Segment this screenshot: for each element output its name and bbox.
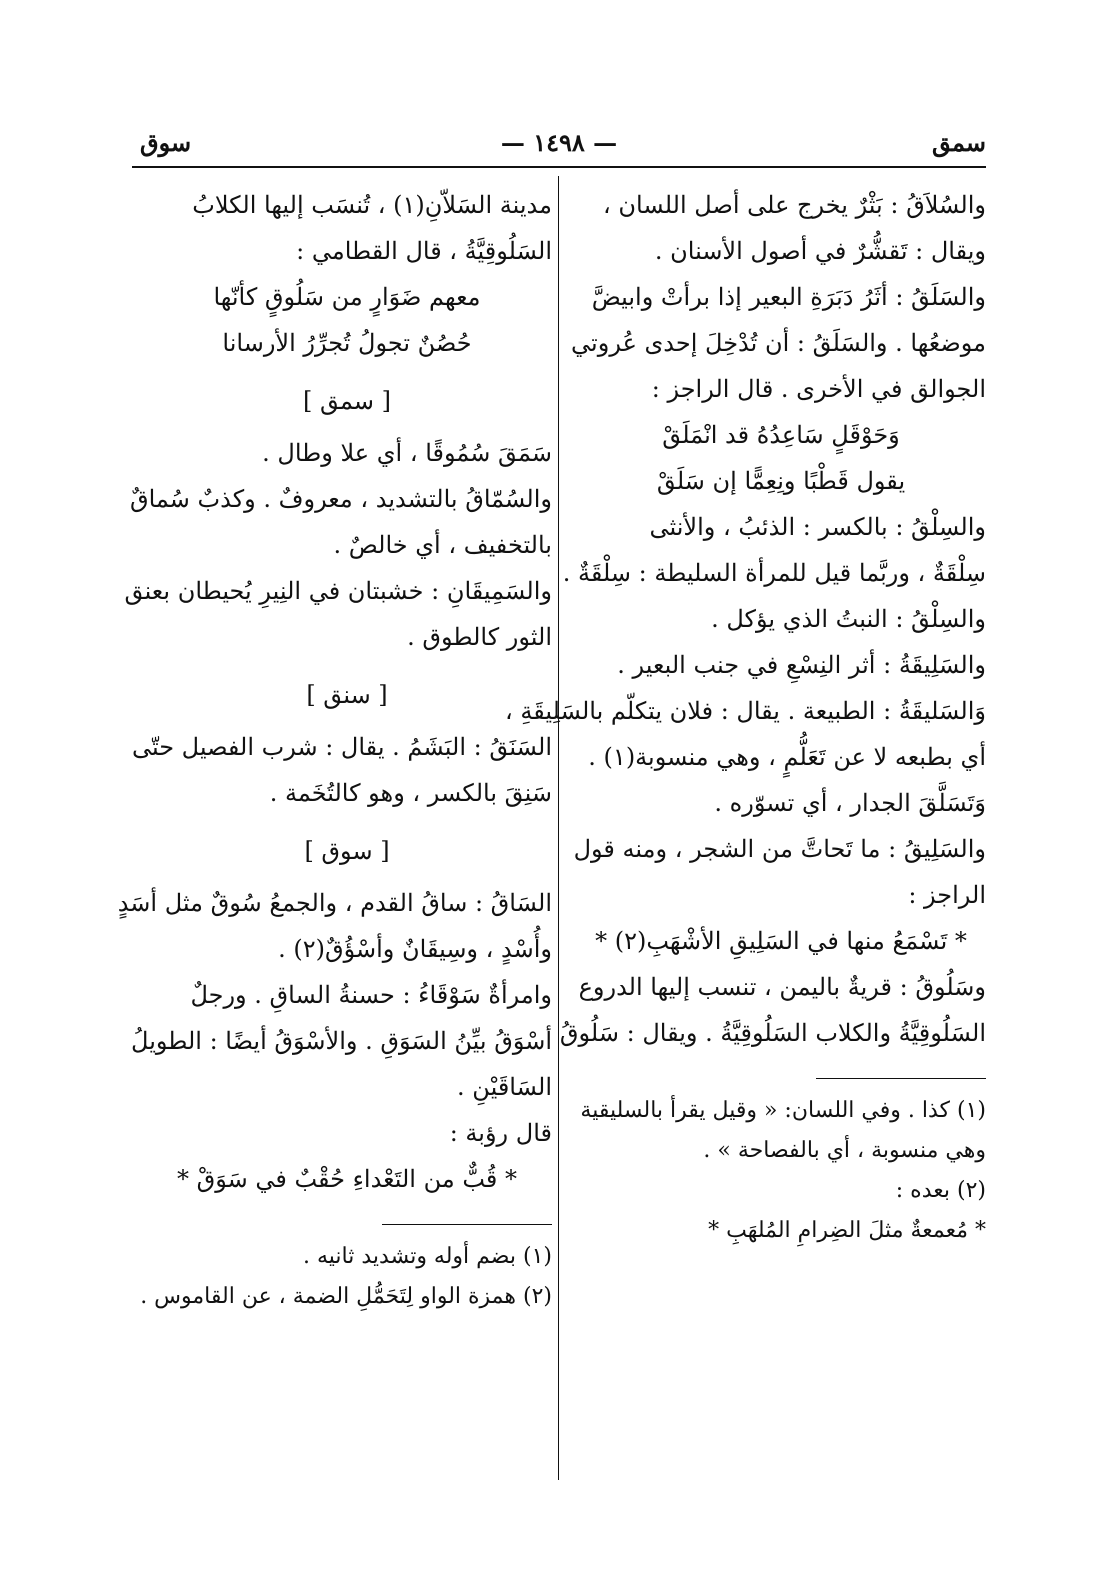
verse-line: معهم ضَوَارٍ من سَلُوقٍ كأنّها (213, 283, 481, 311)
text-line: وَتَسَلَّقَ الجدار ، أي تسوّره . (714, 789, 986, 817)
verse-line: * قُبٌّ من التَعْداءِ حُقْبٌ في سَوَقْ * (176, 1165, 518, 1193)
footnote-rule (816, 1078, 986, 1079)
text-line: السَلُوقِيَّةُ ، قال القطامي : (296, 237, 552, 265)
text-line: السَاقُ : ساقُ القدم ، والجمعُ سُوقٌ مثل أسَدٍ (117, 889, 552, 917)
entry-heading: [ سنق ] (306, 681, 388, 709)
text-line: مدينة السَلاّنِ(١) ، تُنسَب إليها الكلابُ (192, 191, 552, 219)
header-left-entry: سوق (140, 128, 192, 157)
column-divider (558, 176, 559, 1480)
text-line: ويقال : تَقشُّرٌ في أصول الأسنان . (654, 237, 986, 265)
right-column (505, 182, 986, 1251)
text-line: السَاقَيْنِ . (457, 1073, 552, 1101)
page-number: — ١٤٩٨ — (500, 128, 618, 157)
text-line: الراجز : (908, 881, 986, 909)
text-line: وسَلُوقُ : قريةٌ باليمن ، تنسب إليها الدروع (578, 973, 986, 1001)
text-line: سِلْقَةٌ ، وربَّما قيل للمرأة السليطة : سِلْقَةٌ . (562, 559, 986, 587)
verse-line: يقول قَطْبًا ونِعِمًّا إن سَلَقْ (656, 467, 906, 495)
text-line: الثور كالطوق . (407, 623, 552, 651)
text-line: والسُمّاقُ بالتشديد ، معروفٌ . وكذبٌ سُماقٌ (129, 485, 552, 513)
text-line: الجوالق في الأخرى . قال الراجز : (651, 375, 986, 403)
text-line: والسَلِيقُ : ما تَحاتَّ من الشجر ، ومنه قول (573, 835, 986, 863)
text-line: والسِلْقُ : بالكسر : الذئبُ ، والأنثى (649, 513, 986, 541)
text-line: أي بطبعه لا عن تَعَلُّمٍ ، وهي منسوبة(١) . (588, 743, 986, 771)
text-line: السَلُوقِيَّةُ والكلاب السَلُوقِيَّةُ . ويقال : سَلُوقُ (559, 1019, 986, 1047)
text-line: والسِلْقُ : النبتُ الذي يؤكل . (711, 605, 986, 633)
footnote-line: (٢) بعده : (895, 1178, 986, 1203)
text-line: بالتخفيف ، أي خالصٌ . (333, 531, 552, 559)
entry-heading: [ سوق ] (304, 837, 390, 865)
footnote-line: (٢) همزة الواو لِتَحَمُّلِ الضمة ، عن القاموس . (140, 1284, 552, 1309)
text-line: وامرأةٌ سَوْقَاءُ : حسنةُ الساقِ . ورجلٌ (190, 981, 552, 1009)
text-line: وأُسْدٍ ، وسِيقَانٌ وأسْؤُقٌ(٢) . (278, 935, 552, 963)
text-line: أسْوَقُ بيِّنُ السَوَقِ . والأسْوَقُ أيضًا : الطويلُ (131, 1027, 552, 1055)
text-line: سَنِقَ بالكسر ، وهو كالتُخَمة . (269, 779, 552, 807)
footnote-verse: * مُعمعةٌ مثلَ الضِرامِ المُلهَبِ * (708, 1218, 986, 1243)
footnote-rule (382, 1224, 552, 1225)
header-rule (132, 166, 986, 168)
text-line: والسَلَقُ : أثَرُ دَبَرَةِ البعير إذا برأتْ وابيضَّ (591, 283, 986, 311)
footnote-line: (١) بضم أوله وتشديد ثانيه . (302, 1244, 552, 1269)
footnote-line: وهي منسوبة ، أي بالفصاحة » . (703, 1138, 986, 1163)
text-line: موضعُها . والسَلَقُ : أن تُدْخِلَ إحدى عُروتي (571, 329, 986, 357)
text-line: والسَلِيقَةُ : أثر النِسْعِ في جنب البعير . (617, 651, 986, 679)
entry-heading: [ سمق ] (303, 387, 391, 415)
left-column (117, 182, 552, 1317)
text-line: السَنَقُ : البَشَمُ . يقال : شرب الفصيل حتّى (131, 733, 552, 761)
footnote-line: (١) كذا . وفي اللسان: « وقيل يقرأ بالسليقية (580, 1098, 986, 1123)
text-line: سَمَقَ سُمُوقًا ، أي علا وطال . (262, 439, 552, 467)
verse-line: * تَسْمَعُ منها في السَلِيقِ الأشْهَبِ(٢) * (595, 927, 967, 955)
text-line: والسُلاَقُ : بَثْرٌ يخرج على أصل اللسان ، (603, 191, 986, 219)
text-line: وَالسَليقَةُ : الطبيعة . يقال : فلان يتكلّم بالسَلِيقَةِ ، (505, 697, 986, 725)
text-line: والسَمِيقَانِ : خشبتان في النِيرِ يُحيطان بعنق (124, 577, 552, 605)
verse-line: حُصُنٌ تجولُ تُجرِّرُ الأرسانا (222, 329, 472, 357)
text-line: قال رؤبة : (449, 1119, 552, 1147)
header-right-entry: سمق (932, 128, 986, 157)
verse-line: وَحَوْقَلٍ سَاعِدُهُ قد انْمَلَقْ (662, 421, 900, 449)
